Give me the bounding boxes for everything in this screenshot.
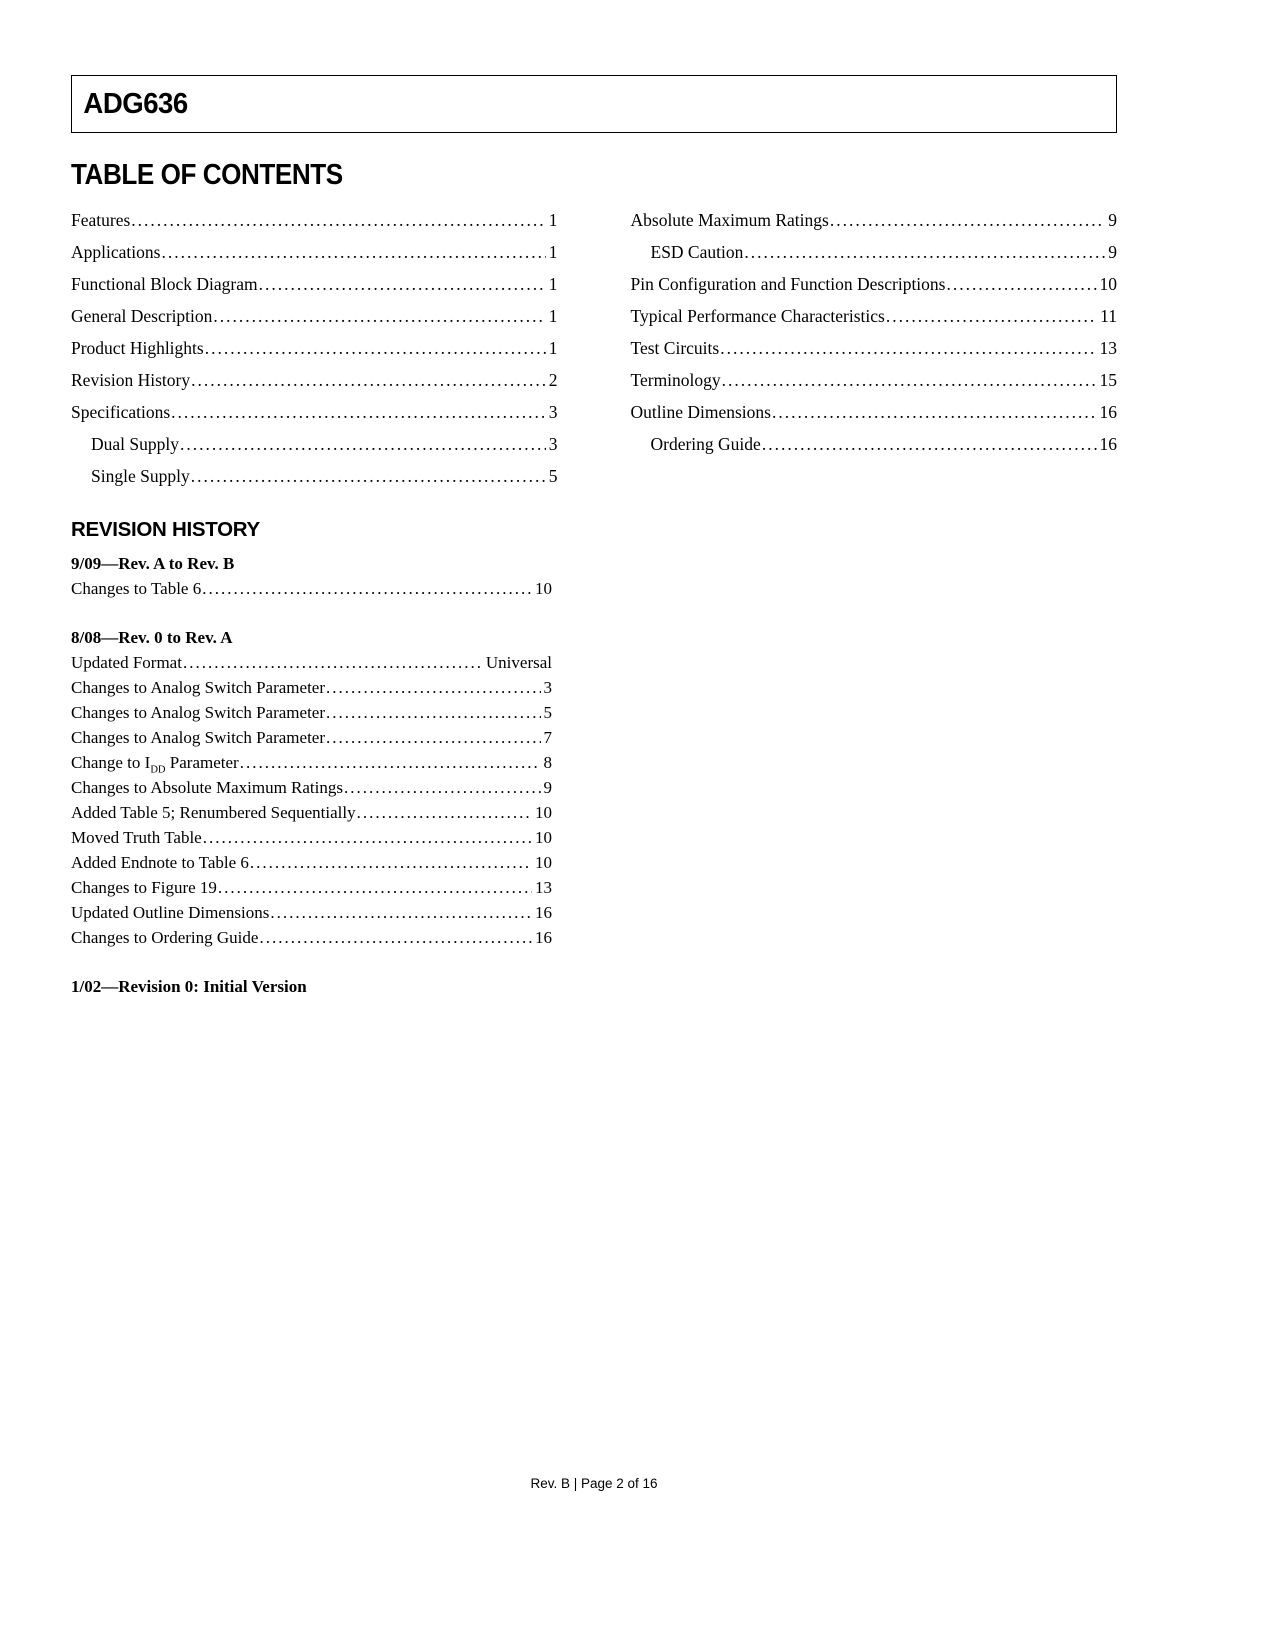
toc-entry-page: 5 <box>543 703 552 722</box>
toc-entry-label: Features <box>71 210 131 230</box>
toc-entry-page: 10 <box>535 828 552 847</box>
toc-entry-label: Moved Truth Table <box>71 828 202 847</box>
toc-entry-label: Absolute Maximum Ratings <box>630 210 829 230</box>
toc-entry <box>71 875 552 900</box>
toc-entry <box>631 428 1118 460</box>
toc-entry <box>71 460 558 492</box>
revision-block <box>71 551 552 601</box>
dot-leader <box>270 900 532 925</box>
dot-leader <box>326 725 540 750</box>
dot-leader <box>202 576 532 601</box>
dot-leader <box>191 460 546 492</box>
toc-entry-page: 1 <box>548 306 558 326</box>
toc-entry-page: 10 <box>535 579 552 598</box>
dot-leader <box>259 925 532 950</box>
toc-entry-label: Added Table 5; Renumbered Sequentially <box>71 803 356 822</box>
toc-entry-label: Ordering Guide <box>650 434 761 454</box>
toc-entry-label: Changes to Figure 19 <box>71 878 217 897</box>
dot-leader <box>946 268 1096 300</box>
toc-entry-page: 5 <box>548 466 558 486</box>
toc-entry-label: Applications <box>71 242 161 262</box>
toc-entry-label: Changes to Table 6 <box>71 579 202 598</box>
toc-entry-label: Pin Configuration and Function Descriptions <box>630 274 946 294</box>
toc-entry <box>631 268 1118 300</box>
dot-leader <box>205 332 546 364</box>
toc-entry-page: 15 <box>1099 370 1117 390</box>
toc-entry-page: 1 <box>548 210 558 230</box>
toc-entry-page: 9 <box>1108 242 1117 262</box>
dot-leader <box>357 800 532 825</box>
toc-entry-page: 9 <box>543 778 552 797</box>
toc-entry-label: General Description <box>71 306 213 326</box>
dot-leader <box>161 236 545 268</box>
dot-leader <box>744 236 1105 268</box>
dot-leader <box>250 850 532 875</box>
revision-block <box>71 974 552 999</box>
toc-entry <box>631 236 1118 268</box>
toc-entry <box>71 332 558 364</box>
toc-column-right <box>631 204 1118 492</box>
toc-entry <box>71 364 558 396</box>
dot-leader <box>326 700 540 725</box>
dot-leader <box>259 268 546 300</box>
toc-entry-page: 1 <box>548 242 558 262</box>
dot-leader <box>183 650 483 675</box>
toc-columns <box>71 204 1117 492</box>
dot-leader <box>344 775 541 800</box>
revision-block-heading: 8/08—Rev. 0 to Rev. A <box>71 628 233 647</box>
toc-entry-label: Functional Block Diagram <box>71 274 258 294</box>
toc-entry <box>71 204 558 236</box>
toc-entry-page: 7 <box>543 728 552 747</box>
toc-entry-label: Change to $I_{DD}$ Parameter <box>71 753 239 776</box>
dot-leader <box>830 204 1105 236</box>
dot-leader <box>720 332 1096 364</box>
toc-entry <box>631 204 1118 236</box>
dot-leader <box>203 825 532 850</box>
toc-entry <box>71 700 552 725</box>
dot-leader <box>180 428 546 460</box>
toc-entry-page: 16 <box>535 903 552 922</box>
toc-entry-page: 13 <box>1099 338 1117 358</box>
toc-entry-label: Terminology <box>630 370 721 390</box>
toc-entry-label: Changes to Absolute Maximum Ratings <box>71 778 343 797</box>
toc-entry-label: Revision History <box>71 370 191 390</box>
toc-entry-label: Product Highlights <box>71 338 204 358</box>
toc-entry <box>71 800 552 825</box>
toc-entry-page: 1 <box>548 274 558 294</box>
toc-entry <box>71 268 558 300</box>
dot-leader <box>326 675 540 700</box>
toc-entry-page: Universal <box>485 653 552 672</box>
toc-entry <box>71 650 552 675</box>
toc-entry-page: 10 <box>535 853 552 872</box>
toc-entry-label: Changes to Ordering Guide <box>71 928 259 947</box>
toc-entry-page: 2 <box>548 370 558 390</box>
toc-entry-page: 16 <box>1099 402 1117 422</box>
part-number-box <box>71 75 1117 133</box>
dot-leader <box>131 204 545 236</box>
toc-entry-page: 10 <box>535 803 552 822</box>
dot-leader <box>722 364 1097 396</box>
dot-leader <box>213 300 545 332</box>
toc-entry-label: Changes to Analog Switch Parameter <box>71 728 326 747</box>
toc-entry-label: Changes to Analog Switch Parameter <box>71 703 326 722</box>
page-footer: Rev. B | Page 2 of 16 <box>530 1476 658 1491</box>
page-content <box>71 0 1117 1023</box>
toc-entry-page: 8 <box>543 753 552 772</box>
toc-entry-label: Added Endnote to Table 6 <box>71 853 249 872</box>
revision-block <box>71 625 552 950</box>
toc-entry-page: 16 <box>535 928 552 947</box>
toc-entry-label: Updated Format <box>71 653 182 672</box>
toc-column-left <box>71 204 558 492</box>
toc-entry <box>71 775 552 800</box>
toc-entry-label: Typical Performance Characteristics <box>630 306 885 326</box>
toc-entry <box>71 576 552 601</box>
dot-leader <box>240 750 541 775</box>
revision-history-blocks <box>71 551 552 999</box>
toc-entry-label: ESD Caution <box>650 242 744 262</box>
toc-entry <box>71 428 558 460</box>
toc-entry <box>71 300 558 332</box>
toc-entry <box>631 364 1118 396</box>
toc-entry-page: 16 <box>1099 434 1117 454</box>
revision-block-heading: 9/09—Rev. A to Rev. B <box>71 554 235 573</box>
toc-entry-label: Specifications <box>71 402 171 422</box>
toc-entry-page: 3 <box>548 434 558 454</box>
revision-history-title: REVISION HISTORY <box>71 518 260 541</box>
toc-entry <box>71 675 552 700</box>
toc-entry-page: 11 <box>1100 306 1117 326</box>
toc-entry-page: 13 <box>535 878 552 897</box>
toc-entry-label: Changes to Analog Switch Parameter <box>71 678 326 697</box>
toc-entry-page: 1 <box>548 338 558 358</box>
toc-title: TABLE OF CONTENTS <box>71 159 343 191</box>
toc-entry <box>631 396 1118 428</box>
dot-leader <box>218 875 532 900</box>
toc-entry-page: 3 <box>543 678 552 697</box>
dot-leader <box>171 396 546 428</box>
toc-entry-page: 9 <box>1108 210 1117 230</box>
toc-entry <box>71 825 552 850</box>
toc-entry-label: Outline Dimensions <box>630 402 771 422</box>
toc-entry-label: Test Circuits <box>630 338 720 358</box>
dot-leader <box>762 428 1097 460</box>
dot-leader <box>772 396 1097 428</box>
toc-entry <box>631 300 1118 332</box>
toc-entry <box>71 925 552 950</box>
revision-block-heading: 1/02—Revision 0: Initial Version <box>71 977 307 996</box>
toc-entry <box>71 750 552 775</box>
part-number: ADG636 <box>83 87 188 120</box>
dot-leader <box>886 300 1097 332</box>
toc-entry <box>71 725 552 750</box>
toc-entry <box>631 332 1118 364</box>
toc-entry-label: Dual Supply <box>91 434 179 454</box>
toc-entry-page: 10 <box>1099 274 1117 294</box>
toc-entry <box>71 850 552 875</box>
toc-entry-label: Single Supply <box>91 466 190 486</box>
toc-entry-page: 3 <box>548 402 558 422</box>
dot-leader <box>191 364 546 396</box>
toc-entry-label: Updated Outline Dimensions <box>71 903 270 922</box>
revision-history-section <box>71 518 552 999</box>
toc-entry <box>71 236 558 268</box>
toc-entry <box>71 900 552 925</box>
toc-entry <box>71 396 558 428</box>
